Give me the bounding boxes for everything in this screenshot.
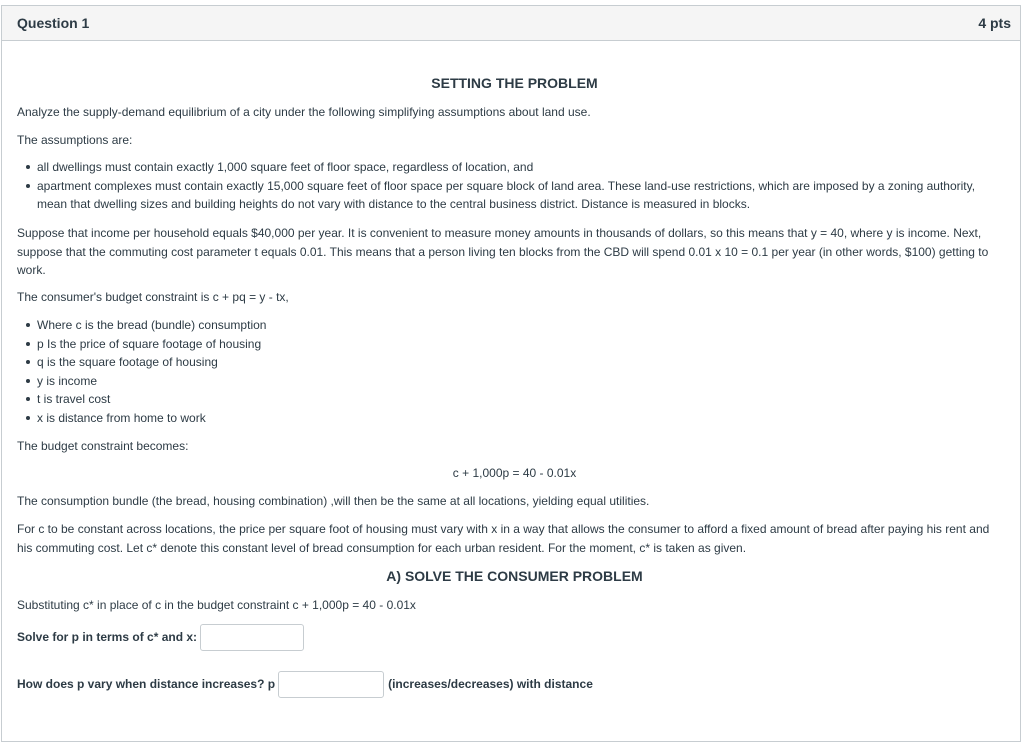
list-item: p Is the price of square footage of housing: [37, 335, 1007, 354]
answer-row-solve-p: [17, 624, 308, 651]
budget-equation: c + 1,000p = 40 - 0.01x: [452, 466, 577, 480]
substituting-paragraph: Substituting c* in place of c in the budget constraint c + 1,000p = 40 - 0.01x: [17, 598, 416, 612]
question-card: [1, 5, 1021, 742]
p-vary-label: How does p vary when distance increases? p: [17, 677, 276, 692]
list-item: Where c is the bread (bundle) consumption: [37, 316, 1007, 335]
p-vary-suffix: (increases/decreases) with distance: [388, 677, 593, 692]
solve-p-label: Solve for p in terms of c* and x:: [17, 630, 198, 645]
list-item: apartment complexes must contain exactly 15,000 square feet of floor space per square block of land area. These land-use restrictions, which are imposed by a zoning authority, mean that dwelling sizes and building heights do not vary with distance to the central business district. Distance is measured in blocks.: [37, 177, 1007, 214]
assumptions-list: [17, 158, 1007, 214]
question-header: [2, 6, 1020, 41]
answer-row-p-vary: [17, 671, 593, 698]
section-heading-solve: A) SOLVE THE CONSUMER PROBLEM: [386, 568, 643, 584]
income-paragraph: Suppose that income per household equals $40,000 per year. It is convenient to measure money amounts in thousands of dollars, so this means that y = 40, where y is income. Next, suppose that the commuting cost parameter t equals 0.01. This means that a person living ten blocks from the CBD will spend 0.01 x 10 = 0.1 per year (in other words, $100) getting to work.: [17, 226, 989, 277]
list-item: all dwellings must contain exactly 1,000 square feet of floor space, regardless of location, and: [37, 158, 1007, 177]
question-title: Question 1: [17, 15, 90, 31]
definitions-list: [17, 316, 1007, 427]
assumptions-label: The assumptions are:: [17, 133, 133, 147]
question-points: 4 pts: [978, 15, 1011, 31]
list-item: q is the square footage of housing: [37, 353, 1007, 372]
budget-paragraph: The consumer's budget constraint is c + pq = y - tx,: [17, 290, 289, 304]
becomes-label: The budget constraint becomes:: [17, 439, 189, 453]
section-heading-setting: SETTING THE PROBLEM: [431, 75, 598, 91]
list-item: x is distance from home to work: [37, 409, 1007, 428]
constant-paragraph: For c to be constant across locations, the price per square foot of housing must vary with x in a way that allows the consumer to afford a fixed amount of bread after paying his rent and his commuting cost. Let c* denote this constant level of bread consumption for each urban resident. For the moment, c* is taken as given.: [17, 522, 990, 555]
intro-paragraph: Analyze the supply-demand equilibrium of a city under the following simplifying assumptions about land use.: [17, 105, 591, 119]
solve-p-input[interactable]: [200, 624, 304, 651]
bundle-paragraph: The consumption bundle (the bread, housing combination) ,will then be the same at all locations, yielding equal utilities.: [17, 494, 650, 508]
list-item: t is travel cost: [37, 390, 1007, 409]
p-vary-input[interactable]: [278, 671, 384, 698]
list-item: y is income: [37, 372, 1007, 391]
